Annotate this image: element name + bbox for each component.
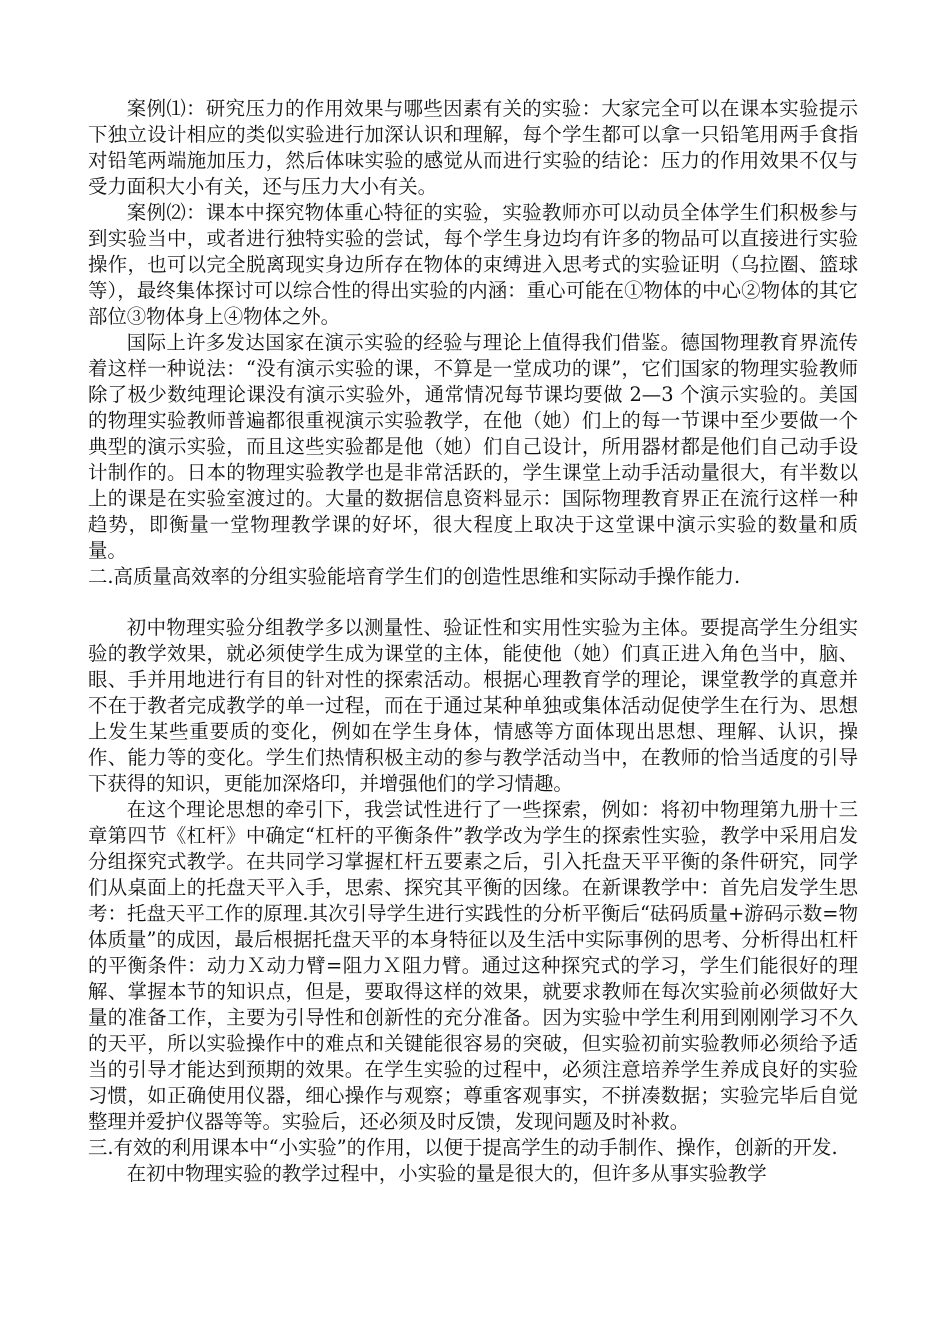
paragraph-lever-exploration: 在这个理论思想的牵引下，我尝试性进行了一些探索，例如：将初中物理第九册十三章第四节《杠杆》中确定“杠杆的平衡条件”教学改为学生的探索性实验，教学中采用启发分组探究式教学。在共同学习掌握杠杆五要素之后，引入托盘天平平衡的条件研究，同学们从桌面上的托盘天平入手，思索、探究其平衡的因缘。在新课教学中：首先启发学生思考：托盘天平工作的原理.其次引导学生进行实践性的分析平衡后“砝码质量+游码示数=物体质量”的成因，最后根据托盘天平的本身特征以及生活中实际事例的思考、分析得出杠杆的平衡条件：动力Ｘ动力臂=阻力Ｘ阻力臂。通过这种探究式的学习，学生们能很好的理解、掌握本节的知识点，但是，要取得这样的效果，就要求教师在每次实验前必须做好大量的准备工作，主要为引导性和创新性的充分准备。因为实验中学生利用到刚刚学习不久的天平，所以实验操作中的难点和关键能很容易的突破，但实验初前实验教师必须给予适当的引导才能达到预期的效果。在学生实验的过程中，必须注意培养学生养成良好的实验习惯，如正确使用仪器，细心操作与观察；尊重客观事实，不拼凑数据；实验完毕后自觉整理并爱护仪器等等。实验后，还必须及时反馈，发现问题及时补救。 [88, 798, 858, 1133]
paragraph-case-1: 案例⑴：研究压力的作用效果与哪些因素有关的实验：大家完全可以在课本实验提示下独立设计相应的类似实验进行加深认识和理解，每个学生都可以拿一只铅笔用两手食指对铅笔两端施加压力，然后体味实验的感觉从而进行实验的结论：压力的作用效果不仅与受力面积大小有关，还与压力大小有关。 [88, 97, 858, 198]
blank-line [88, 590, 858, 615]
paragraph-case-2: 案例⑵：课本中探究物体重心特征的实验，实验教师亦可以动员全体学生们积极参与到实验当中，或者进行独特实验的尝试，每个学生身边均有许多的物品可以直接进行实验操作，也可以完全脱离现实身边所存在物体的束缚进入思考式的实验证明（乌拉圈、篮球等），最终集体探讨可以综合性的得出实验的内涵：重心可能在①物体的中心②物体的其它部位③物体身上④物体之外。 [88, 201, 858, 328]
section-heading-2: 二.高质量高效率的分组实验能培育学生们的创造性思维和实际动手操作能力. [88, 565, 741, 588]
document-body [88, 96, 858, 1187]
paragraph-international: 国际上许多发达国家在演示实验的经验与理论上值得我们借鉴。德国物理教育界流传着这样一种说法：“没有演示实验的课，不算是一堂成功的课”，它们国家的物理实验教师除了极少数纯理论课没有演示实验外，通常情况每节课均要做 2—3 个演示实验的。美国的物理实验教师普遍都很重视演示实验教学，在他（她）们上的每一节课中至少要做一个典型的演示实验，而且这些实验都是他（她）们自己设计，所用器材都是他们自己动手设计制作的。日本的物理实验教学也是非常活跃的，学生课堂上动手活动量很大，有半数以上的课是在实验室渡过的。大量的数据信息资料显示：国际物理教育界正在流行这样一种趋势，即衡量一堂物理教学课的好坏，很大程度上取决于这堂课中演示实验的数量和质量。 [88, 331, 858, 562]
section-heading-3: 三.有效的利用课本中“小实验”的作用，以便于提高学生的动手制作、操作，创新的开发. [88, 1136, 838, 1159]
paragraph-small-experiments: 在初中物理实验的教学过程中，小实验的量是很大的，但许多从事实验教学 [126, 1162, 767, 1185]
paragraph-group-experiments: 初中物理实验分组教学多以测量性、验证性和实用性实验为主体。要提高学生分组实验的教学效果，就必须使学生成为课堂的主体，能使他（她）们真正进入角色当中，脑、眼、手并用地进行有目的针对性的探索活动。根据心理教育学的理论，课堂教学的真意并不在于教者完成教学的单一过程，而在于通过某种单独或集体活动促使学生在行为、思想上发生某些重要质的变化，例如在学生身体，情感等方面体现出思想、理解、认识，操作、能力等的变化。学生们热情积极主动的参与教学活动当中，在教师的恰当适度的引导下获得的知识，更能加深烙印，并增强他们的学习情趣。 [88, 616, 858, 795]
